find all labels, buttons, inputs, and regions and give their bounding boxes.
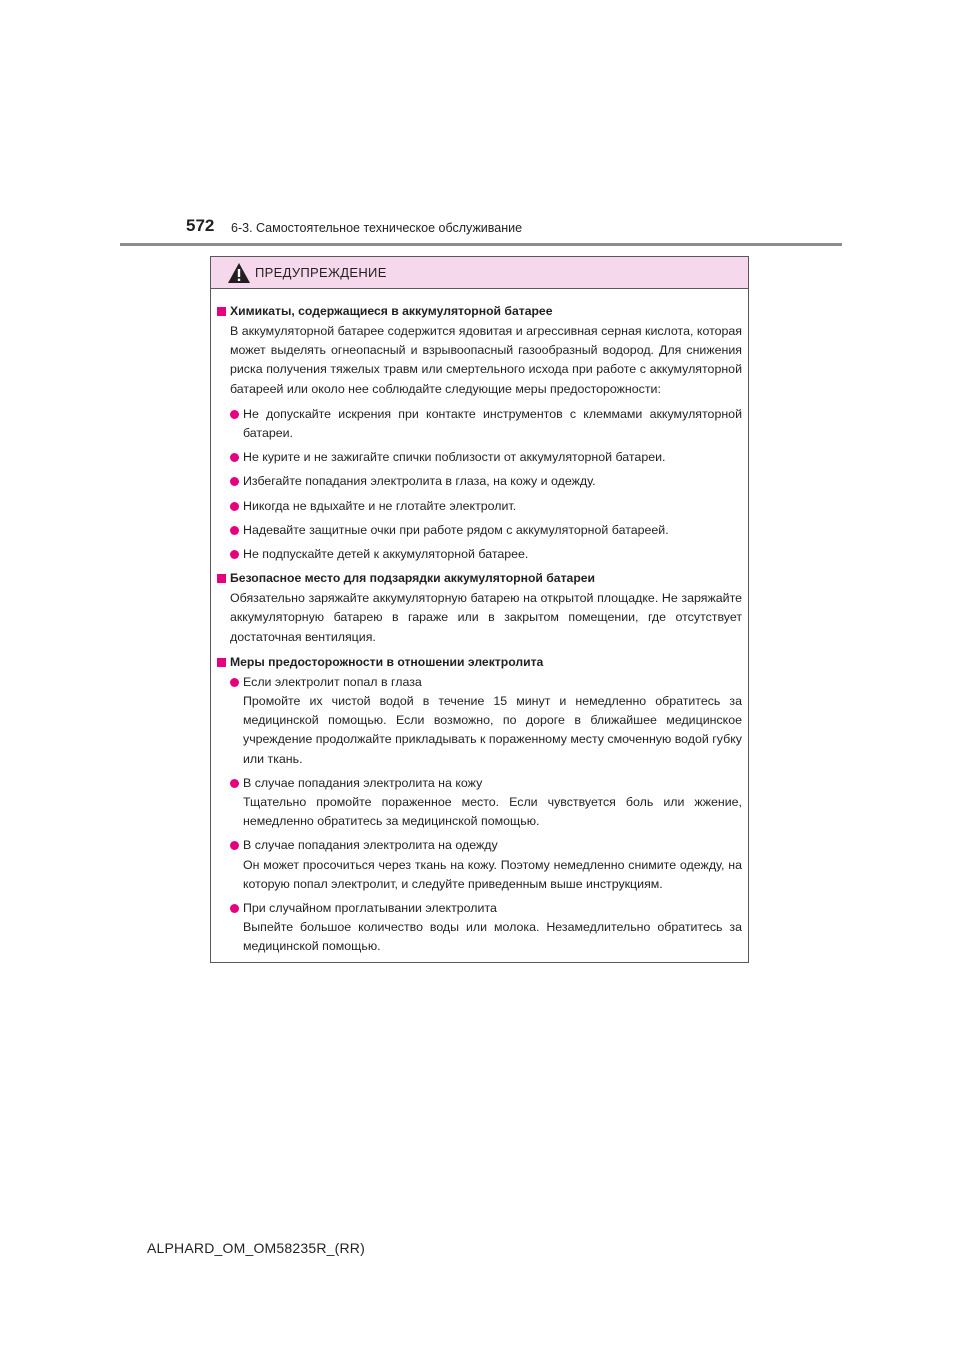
list-item-text bbox=[243, 774, 742, 832]
list-item-text: Не допускайте искрения при контакте инструментов с клеммами аккумуляторной батареи. bbox=[243, 406, 742, 441]
section-paragraph: Обязательно заряжайте аккумуляторную батарею на открытой площадке. Не заряжайте аккумуляторную батарею в гараже или в закрытом помещении, где отсутствует достаточная вентиляция. bbox=[230, 591, 742, 644]
list-item-body: Тщательно промойте пораженное место. Если чувствуется боль или жжение, немедленно обратитесь за медицинской помощью. bbox=[243, 795, 742, 829]
list-item bbox=[217, 497, 742, 516]
magenta-dot-icon bbox=[230, 904, 239, 913]
magenta-dot-icon bbox=[230, 526, 239, 535]
list-item-text bbox=[243, 836, 742, 894]
warning-body bbox=[211, 289, 748, 957]
section-heading bbox=[217, 653, 742, 672]
magenta-square-icon bbox=[217, 574, 226, 583]
list-item-text: Не курите и не зажигайте спички поблизости от аккумуляторной батареи. bbox=[243, 450, 666, 465]
list-item bbox=[217, 472, 742, 491]
warning-title: ПРЕДУПРЕЖДЕНИЕ bbox=[255, 265, 387, 280]
list-item bbox=[217, 545, 742, 564]
list-item bbox=[217, 899, 742, 957]
list-item-text: Никогда не вдыхайте и не глотайте электролит. bbox=[243, 498, 517, 513]
magenta-dot-icon bbox=[230, 453, 239, 462]
list-item-text: Не подпускайте детей к аккумуляторной батарее. bbox=[243, 547, 529, 562]
list-item-title: В случае попадания электролита на одежду bbox=[243, 838, 498, 853]
magenta-dot-icon bbox=[230, 477, 239, 486]
list-item-text bbox=[243, 673, 742, 769]
magenta-dot-icon bbox=[230, 550, 239, 559]
list-item bbox=[217, 836, 742, 894]
section-paragraph: В аккумуляторной батарее содержится ядовитая и агрессивная серная кислота, которая может выделять огнеопасный и взрывоопасный газообразный водород. Для снижения риска получения тяжелых травм или смертельного исхода при работе с аккумуляторной батареей или около нее соблюдайте следующие меры предосторожности: bbox=[230, 324, 742, 396]
list-item-text: Надевайте защитные очки при работе рядом с аккумуляторной батареей. bbox=[243, 522, 669, 537]
list-item-title: При случайном проглатывании электролита bbox=[243, 901, 497, 916]
warning-header bbox=[211, 257, 748, 289]
section-title: 6-3. Самостоятельное техническое обслуживание bbox=[231, 221, 523, 235]
list-item-body: Промойте их чистой водой в течение 15 минут и немедленно обратитесь за медицинской помощью. Если возможно, по дороге в ближайшее медицинское учреждение продолжайте прикладывать к пораженному месту смоченную водой губку или ткань. bbox=[243, 694, 742, 766]
list-item-body: Выпейте большое количество воды или молока. Незамедлительно обратитесь за медицинской помощью. bbox=[243, 920, 742, 954]
document-code: ALPHARD_OM_OM58235R_(RR) bbox=[147, 1240, 365, 1256]
list-item-body: Он может просочиться через ткань на кожу. Поэтому немедленно снимите одежду, на которую попал электролит, и следуйте приведенным выше инструкциям. bbox=[243, 857, 742, 891]
section-heading bbox=[217, 302, 742, 321]
magenta-square-icon bbox=[217, 658, 226, 667]
header-rule bbox=[120, 243, 842, 246]
list-item-title: В случае попадания электролита на кожу bbox=[243, 775, 483, 790]
warning-triangle-icon bbox=[227, 262, 251, 284]
warning-box bbox=[210, 256, 749, 963]
list-item bbox=[217, 448, 742, 467]
magenta-dot-icon bbox=[230, 678, 239, 687]
magenta-dot-icon bbox=[230, 410, 239, 419]
magenta-dot-icon bbox=[230, 502, 239, 511]
list-item bbox=[217, 774, 742, 832]
list-item bbox=[217, 405, 742, 443]
list-item bbox=[217, 673, 742, 769]
section-heading-text: Химикаты, содержащиеся в аккумуляторной батарее bbox=[230, 304, 553, 318]
section-heading bbox=[217, 569, 742, 588]
section-heading-text: Меры предосторожности в отношении электролита bbox=[230, 654, 544, 669]
page-number: 572 bbox=[186, 216, 215, 235]
section-heading-text: Безопасное место для подзарядки аккумуляторной батареи bbox=[230, 571, 596, 586]
list-item bbox=[217, 521, 742, 540]
magenta-square-icon bbox=[217, 307, 226, 316]
list-item-text: Избегайте попадания электролита в глаза, на кожу и одежду. bbox=[243, 474, 596, 489]
list-item-text bbox=[243, 899, 742, 957]
list-item-title: Если электролит попал в глаза bbox=[243, 674, 422, 689]
magenta-dot-icon bbox=[230, 841, 239, 850]
magenta-dot-icon bbox=[230, 779, 239, 788]
